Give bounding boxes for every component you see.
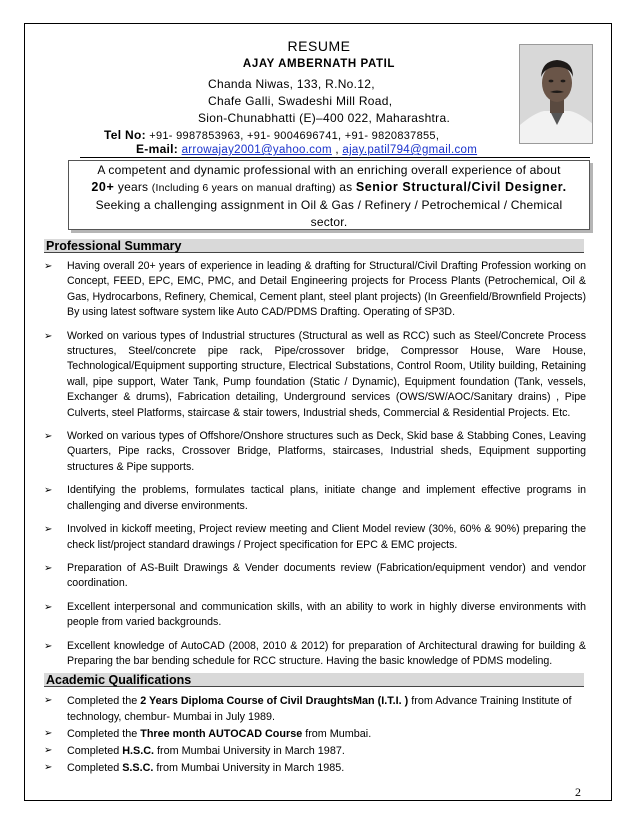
list-item	[44, 600, 586, 631]
qualification-text: Completed	[67, 745, 123, 757]
summary-text: Identifying the problems, formulates tactical plans, initiate change and implement effective programs in challenging and diverse environments.	[67, 484, 586, 512]
profile-photo-image	[520, 45, 593, 144]
summary-text: Worked on various types of Offshore/Onshore structures such as Deck, Skid base & Stabbing Cones, Leaving Quarters, Pipe racks, Crossover Bridge, Platforms, staircases, Industrial sheds, Equipment supporting structures & Pipe supports.	[67, 430, 586, 473]
bullet-arrow-icon: ➢	[44, 330, 53, 342]
address-line-3: Sion-Chunabhatti (E)–400 022, Maharashtra.	[198, 111, 451, 125]
qualification-name: S.S.C.	[122, 762, 154, 774]
qualification-text: Completed the	[67, 695, 141, 707]
summary-text: Excellent knowledge of AutoCAD (2008, 2010 & 2012) for preparation of Architectural drawing for building & Preparing the bar bending schedule for RCC structure. Having the basic knowledge of PDMS modeling.	[67, 639, 586, 667]
career-objective-box	[68, 160, 590, 230]
years-note: (Including 6 years on manual drafting)	[151, 182, 336, 194]
qualification-text: Completed	[67, 762, 123, 774]
qualification-detail: from Mumbai University in March 1987.	[154, 745, 345, 757]
qualification-text: Completed the	[67, 728, 141, 740]
qualification-detail: from Mumbai.	[302, 728, 372, 740]
summary-text: Preparation of AS-Built Drawings & Vender documents review (Fabrication/equipment vendor) and vendor coordination.	[67, 561, 586, 590]
header-divider	[80, 157, 590, 158]
bullet-arrow-icon: ➢	[44, 562, 53, 574]
candidate-name: AJAY AMBERNATH PATIL	[242, 58, 396, 70]
bullet-arrow-icon: ➢	[44, 431, 53, 443]
list-item	[44, 429, 586, 475]
bullet-arrow-icon: ➢	[44, 695, 53, 706]
objective-line-4: sector.	[310, 215, 348, 229]
qualification-detail: from Mumbai University in March 1985.	[153, 762, 345, 774]
list-item	[44, 743, 586, 759]
objective-line-2	[69, 179, 589, 197]
email-link-gmail[interactable]: ajay.patil794@gmail.com	[342, 144, 478, 156]
bullet-arrow-icon: ➢	[44, 745, 53, 756]
email-line	[136, 142, 477, 156]
bullet-arrow-icon: ➢	[44, 485, 53, 497]
list-item	[44, 483, 586, 514]
email-label: E-mail:	[136, 142, 179, 156]
list-item	[44, 760, 586, 776]
resume-title: RESUME	[287, 38, 351, 54]
profile-photo	[519, 44, 593, 144]
bullet-arrow-icon: ➢	[44, 728, 53, 739]
list-item	[44, 639, 586, 670]
page-number: 2	[575, 785, 581, 799]
qualification-name: H.S.C.	[122, 745, 155, 757]
summary-text: Having overall 20+ years of experience in leading & drafting for Structural/Civil Drafting Profession working on Concept, FEED, EPC, EMC, PMC, and Detail Engineering projects for Process Plants (Petrochemical, Oil & Gas, Hydrocarbons, Refinery, Chemical, Cement plant, steel plant projects) (In Greenfield/Brownfield Projects) By using latest software system like Auto CAD/PDMS Drafting. Operating of SP3D.	[67, 260, 586, 319]
list-item	[44, 726, 586, 742]
section-heading-academic-qualifications: Academic Qualifications	[44, 673, 584, 687]
bullet-arrow-icon: ➢	[44, 640, 53, 652]
bullet-arrow-icon: ➢	[44, 261, 53, 272]
bullet-arrow-icon: ➢	[44, 601, 53, 613]
experience-years: 20+	[91, 180, 115, 194]
qualification-name: Three month AUTOCAD Course	[140, 728, 303, 740]
objective-line-3: Seeking a challenging assignment in Oil & Gas / Refinery / Petrochemical / Chemical	[95, 198, 563, 212]
section-heading-professional-summary: Professional Summary	[44, 239, 584, 253]
as-text: as	[335, 180, 356, 194]
summary-text: Worked on various types of Industrial structures (Structural as well as RCC) such as Steel/Concrete Process structures, Steel/concrete pipe rack, Pipe/crossover bridge, Compressor House, Ware House, Technological/Equipment supporting structure, Electrical Substations, Control Room, Utility building, Retaining wall, pipe support, Water Tank, Pump foundation (Static / Dynamic), Equipment foundation (Tank, vessels, Exchanger & drums), Fabrication detailing, Underground services (OWS/SW/AOC/Sanitary drains) , Pipe Culverts, steel Platforms, staircase & stair towers, Industrial sheds, Commercial & Residential Projects. Etc.	[67, 329, 586, 419]
email-separator: ,	[331, 144, 343, 156]
bullet-arrow-icon: ➢	[44, 762, 53, 773]
summary-text: Involved in kickoff meeting, Project review meeting and Client Model review (30%, 60% & 90%) preparing the check list/project standard drawings / Project specification for EPC & EMC projects.	[67, 523, 586, 551]
list-item	[44, 561, 586, 592]
list-item	[44, 259, 586, 321]
qualification-detail: from Advance Training Institute of technology, chembur- Mumbai in July 1989.	[67, 695, 572, 723]
academic-qualifications-list	[44, 693, 586, 777]
address-line-2: Chafe Galli, Swadeshi Mill Road,	[208, 94, 393, 108]
target-role: Senior Structural/Civil Designer.	[355, 180, 567, 194]
summary-text: Excellent interpersonal and communication skills, with an ability to work in highly diverse environments with people from varied backgrounds.	[67, 600, 586, 629]
address-line-1: Chanda Niwas, 133, R.No.12,	[208, 77, 375, 91]
years-word: years	[114, 180, 152, 194]
telephone-line	[104, 128, 439, 142]
qualification-name: 2 Years Diploma Course of Civil DraughtsMan (I.T.I. )	[140, 695, 409, 707]
tel-value: +91- 9987853963, +91- 9004696741, +91- 9820837855,	[149, 130, 440, 142]
list-item	[44, 522, 586, 553]
email-link-yahoo[interactable]: arrowajay2001@yahoo.com	[181, 144, 332, 156]
bullet-arrow-icon: ➢	[44, 524, 53, 536]
professional-summary-list	[44, 259, 586, 677]
objective-line-1: A competent and dynamic professional with an enriching overall experience of about	[97, 163, 561, 177]
tel-label: Tel No:	[104, 128, 146, 142]
list-item	[44, 693, 586, 725]
list-item	[44, 329, 586, 421]
